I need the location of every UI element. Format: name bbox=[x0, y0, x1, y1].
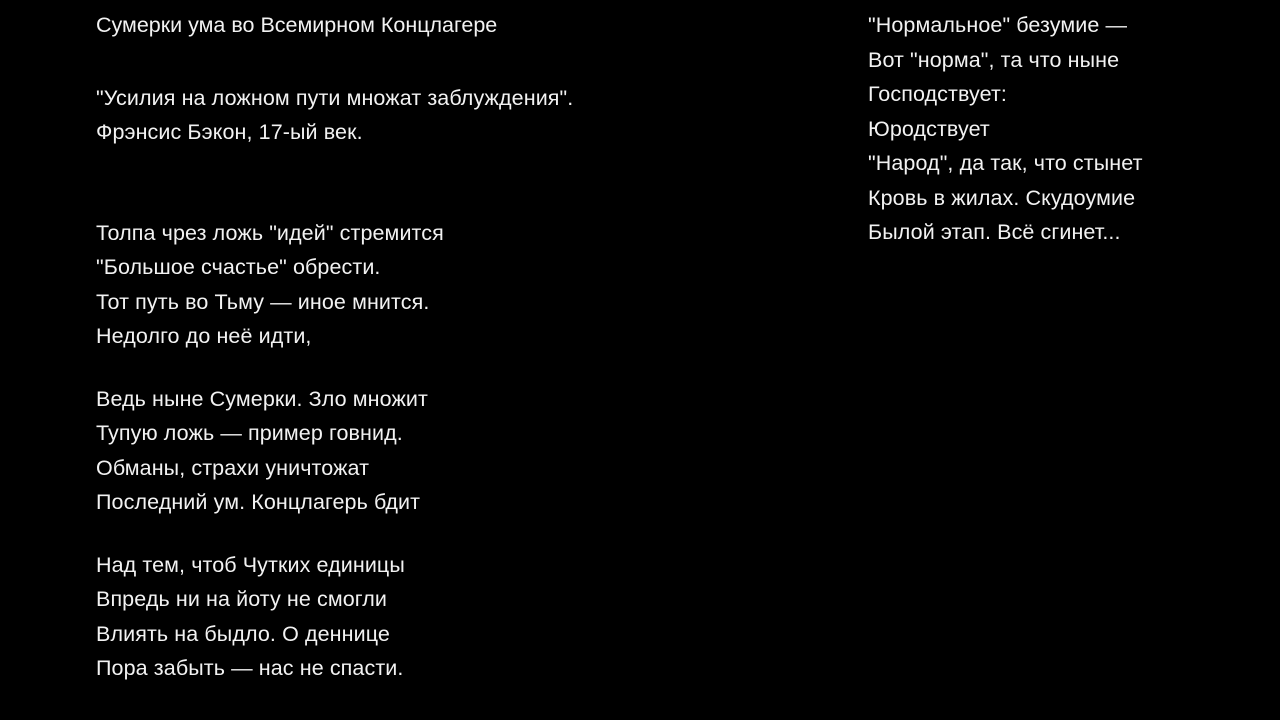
stanza-2 bbox=[96, 382, 836, 520]
poem-line: Тупую ложь — пример говнид. bbox=[96, 421, 403, 445]
stanza-3 bbox=[96, 548, 836, 686]
poem-line: Тот путь во Тьму — иное мнится. bbox=[96, 289, 430, 314]
epigraph-attribution: Фрэнсис Бэкон, 17-ый век. bbox=[96, 120, 363, 144]
poem-line: Господствует: bbox=[868, 82, 1008, 106]
poem-line: "Народ", да так, что стынет bbox=[868, 151, 1143, 175]
poem-line: Пора забыть — нас не спасти. bbox=[96, 656, 404, 680]
poem-line: Обманы, страхи уничтожат bbox=[96, 455, 370, 480]
poem-line: Толпа чрез ложь "идей" стремится bbox=[96, 220, 444, 245]
right-text-column bbox=[868, 8, 1248, 250]
spacer-after-title bbox=[96, 71, 836, 81]
stanza-4 bbox=[868, 8, 1248, 250]
poem-line: Вот "норма", та что ныне bbox=[868, 47, 1120, 72]
poem-line: Влиять на быдло. О деннице bbox=[96, 621, 390, 646]
poem-line: Недолго до неё идти, bbox=[96, 324, 312, 348]
stanza-1 bbox=[96, 216, 836, 354]
left-text-column bbox=[96, 8, 836, 686]
poem-line: Ведь ныне Сумерки. Зло множит bbox=[96, 386, 428, 411]
poem-line: Последний ум. Концлагерь бдит bbox=[96, 490, 421, 514]
page-title: Сумерки ума во Всемирном Концлагере bbox=[96, 13, 498, 37]
poem-line: Былой этап. Всё сгинет... bbox=[868, 220, 1121, 244]
poem-line: Впредь ни на йоту не смогли bbox=[96, 587, 388, 611]
poem-line: Кровь в жилах. Скудоумие bbox=[868, 185, 1136, 210]
poem-line: "Нормальное" безумие — bbox=[868, 13, 1128, 37]
title-block bbox=[96, 8, 836, 43]
poem-line: Юродствует bbox=[868, 116, 990, 141]
epigraph-block bbox=[96, 81, 836, 150]
epigraph-line: "Усилия на ложном пути множат заблуждения". bbox=[96, 85, 574, 110]
poem-line: "Большое счастье" обрести. bbox=[96, 255, 381, 279]
spacer-after-epigraph bbox=[96, 178, 836, 216]
poem-line: Над тем, чтоб Чутких единицы bbox=[96, 552, 405, 577]
